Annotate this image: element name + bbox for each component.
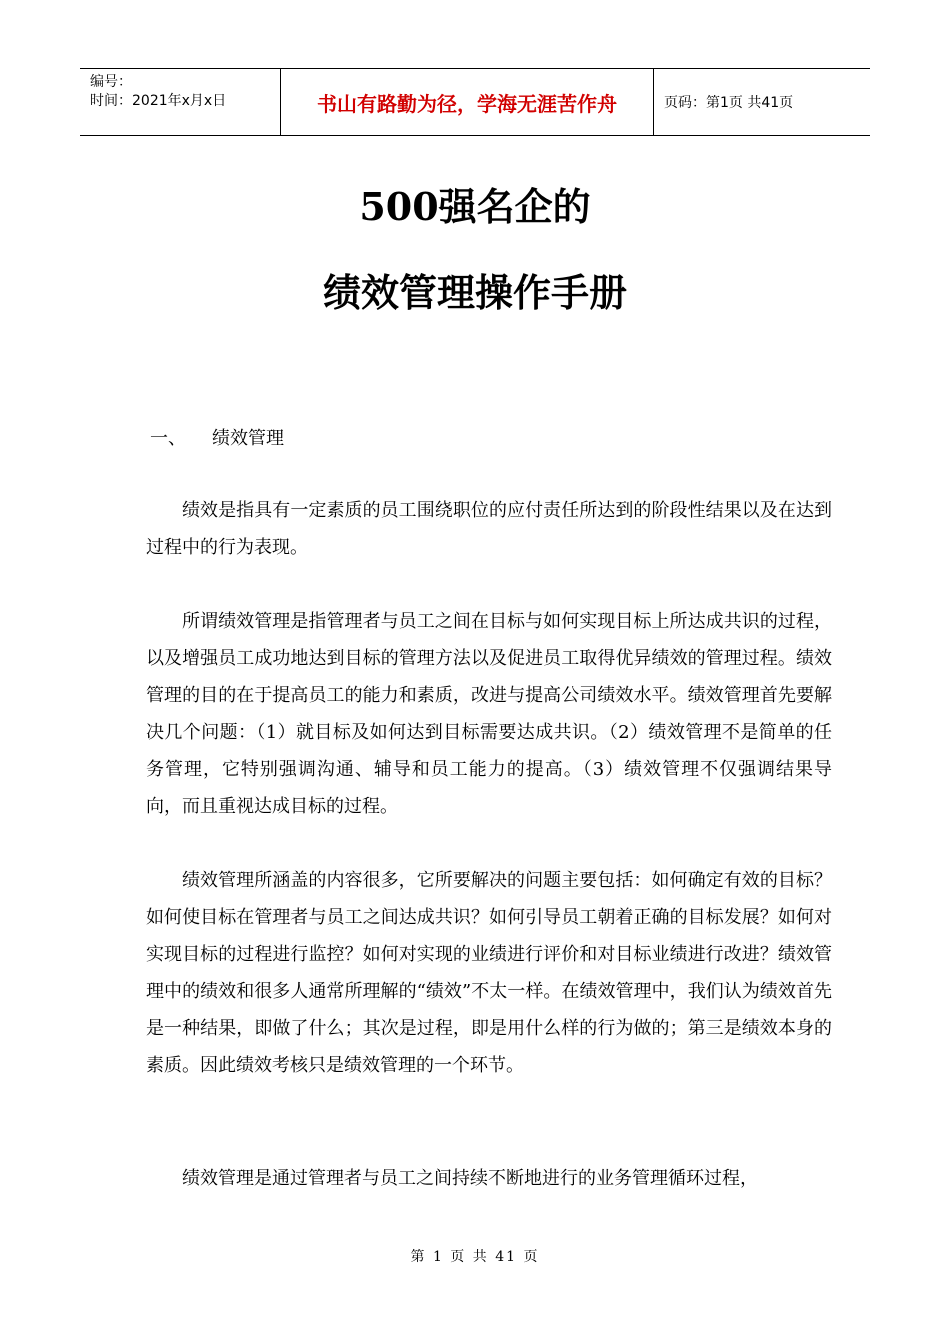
code-label: 编号： bbox=[90, 74, 132, 90]
paragraph-2: 所谓绩效管理是指管理者与员工之间在目标与如何实现目标上所达成共识的过程，以及增强员工成功地达到目标的管理方法以及促进员工取得优异绩效的管理过程。绩效管理的目的在于提高员工的能力和素质，改进与提高公司绩效水平。绩效管理首先要解决几个问题：（1）就目标及如何达到目标需要达成共识。（2）绩效管理不是简单的任务管理，它特别强调沟通、辅导和员工能力的提高。（3）绩效管理不仅强调结果导向，而且重视达成目标的过程。 bbox=[146, 611, 832, 817]
section-heading bbox=[150, 424, 284, 450]
header-table bbox=[80, 68, 870, 136]
page-footer: 第 1 页 共 41 页 bbox=[410, 1249, 540, 1265]
time-label: 时间：2021年x月x日 bbox=[90, 93, 227, 109]
document-title-line1: 500强名企的 bbox=[359, 184, 591, 229]
page-info: 页码：第1页 共41页 bbox=[664, 95, 794, 111]
header-meta-cell bbox=[80, 69, 281, 135]
document-title-line2: 绩效管理操作手册 bbox=[322, 270, 627, 315]
paragraph-3: 绩效管理所涵盖的内容很多，它所要解决的问题主要包括：如何确定有效的目标？如何使目标在管理者与员工之间达成共识？如何引导员工朝着正确的目标发展？如何对实现目标的过程进行监控？如何对实现的业绩进行评价和对目标业绩进行改进？绩效管理中的绩效和很多人通常所理解的“绩效”不太一样。在绩效管理中，我们认为绩效首先是一种结果，即做了什么；其次是过程，即是用什么样的行为做的；第三是绩效本身的素质。因此绩效考核只是绩效管理的一个环节。 bbox=[146, 870, 832, 1076]
paragraph-4: 绩效管理是通过管理者与员工之间持续不断地进行的业务管理循环过程， bbox=[182, 1168, 758, 1189]
paragraph-1: 绩效是指具有一定素质的员工围绕职位的应付责任所达到的阶段性结果以及在达到过程中的行为表现。 bbox=[146, 500, 832, 558]
header-motto-cell bbox=[281, 69, 654, 135]
section-title: 绩效管理 bbox=[212, 428, 284, 449]
header-page-cell bbox=[654, 69, 870, 135]
motto-text: 书山有路勤为径，学海无涯苦作舟 bbox=[317, 91, 617, 116]
section-number: 一、 bbox=[150, 428, 186, 449]
